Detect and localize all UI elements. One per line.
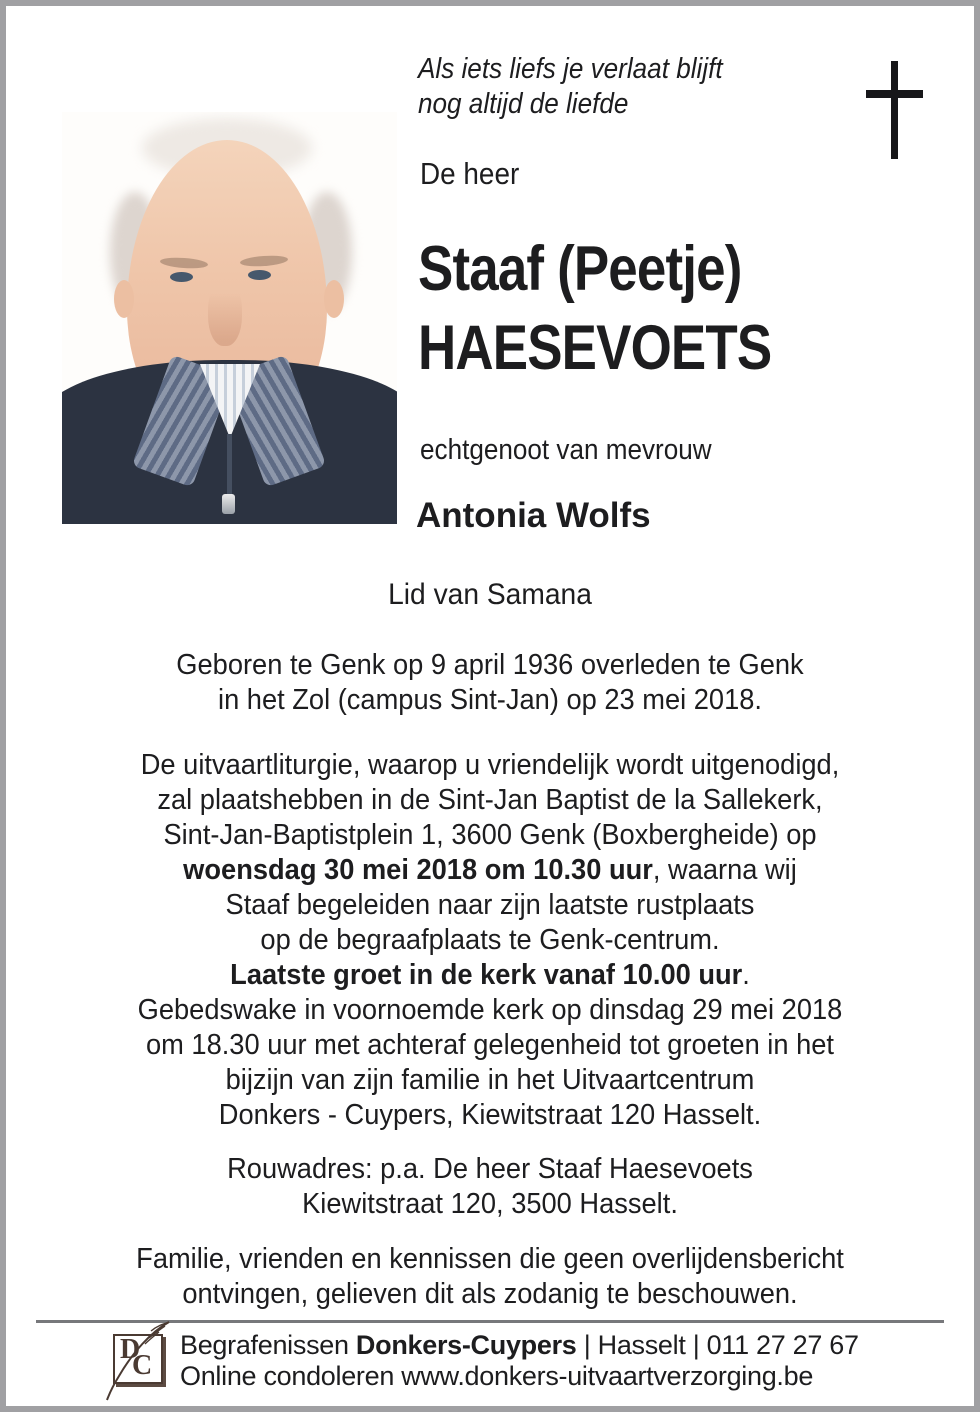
last-greeting-bold: Laatste groet in de kerk vanaf 10.00 uur (230, 959, 743, 991)
membership-line: Lid van Samana (388, 578, 592, 611)
portrait-ear-left (114, 280, 134, 318)
portrait-ear-right (324, 280, 344, 318)
paragraph-line: De uitvaartliturgie, waarop u vriendelijk wordt uitgenodigd, (140, 749, 840, 781)
company-name: Donkers-Cuypers (355, 1330, 577, 1360)
cross-icon (866, 61, 923, 159)
company-prefix: Begrafenissen (180, 1330, 356, 1360)
salutation: De heer (420, 156, 520, 191)
funeral-date-bold: woensdag 30 mei 2018 om 10.30 uur (183, 854, 653, 886)
memorial-quote (418, 52, 723, 122)
paragraph-line: Sint-Jan-Baptistplein 1, 3600 Genk (Boxbergheide) op (163, 819, 817, 851)
paragraph-line (35, 958, 945, 993)
paragraph-line: zal plaatshebben in de Sint-Jan Baptist de la Sallekerk, (157, 784, 823, 816)
portrait-photo (62, 112, 397, 524)
notice-paragraph (35, 1242, 945, 1312)
funeral-home-logo (113, 1334, 163, 1384)
logo-letter-c: C (132, 1350, 153, 1381)
deceased-name (418, 230, 771, 388)
paragraph-line: Familie, vrienden en kennissen die geen overlijdensbericht (136, 1243, 844, 1275)
memorial-quote-line: nog altijd de liefde (418, 88, 629, 120)
paragraph-line: Kiewitstraat 120, 3500 Hasselt. (302, 1188, 678, 1220)
funeral-paragraph (35, 748, 945, 1133)
cross-vertical-bar (891, 61, 898, 159)
company-contact: | Hasselt | 011 27 27 67 (576, 1330, 859, 1360)
birth-death-paragraph (35, 648, 945, 718)
paragraph-line: in het Zol (campus Sint-Jan) op 23 mei 2018. (218, 684, 762, 716)
portrait-eye-right (248, 270, 271, 280)
portrait-nose (208, 280, 242, 346)
condolence-link[interactable]: Online condoleren www.donkers-uitvaartverzorging.be (180, 1361, 814, 1391)
deceased-last-name: HAESEVOETS (418, 313, 772, 383)
paragraph-line: ontvingen, gelieven dit als zodanig te beschouwen. (182, 1278, 798, 1310)
memorial-quote-line: Als iets liefs je verlaat blijft (418, 53, 723, 85)
mourning-address-paragraph (35, 1152, 945, 1222)
paragraph-line: Rouwadres: p.a. De heer Staaf Haesevoets (227, 1153, 753, 1185)
paragraph-line: Staaf begeleiden naar zijn laatste rustplaats (225, 889, 755, 921)
portrait-eye-left (170, 272, 193, 282)
funeral-home-info (180, 1330, 859, 1392)
paragraph-line (35, 853, 945, 888)
funeral-home-line (180, 1330, 859, 1361)
cross-horizontal-bar (866, 90, 923, 98)
paragraph-line: Donkers - Cuypers, Kiewitstraat 120 Hasselt. (218, 1099, 762, 1131)
deceased-first-name: Staaf (Peetje) (418, 234, 742, 304)
portrait-zipper-pull (222, 494, 235, 514)
logo-letter-d: D (120, 1334, 141, 1365)
spouse-name: Antonia Wolfs (416, 496, 651, 535)
paragraph-line: Geboren te Genk op 9 april 1936 overleden te Genk (176, 649, 804, 681)
spouse-intro: echtgenoot van mevrouw (420, 434, 712, 466)
paragraph-line-rest: , waarna wij (652, 854, 797, 886)
paragraph-line: op de begraafplaats te Genk-centrum. (260, 924, 720, 956)
paragraph-line: Gebedswake in voornoemde kerk op dinsdag 29 mei 2018 (137, 994, 843, 1026)
paragraph-line-rest: . (742, 959, 750, 991)
paragraph-line: bijzijn van zijn familie in het Uitvaartcentrum (225, 1064, 755, 1096)
paragraph-line: om 18.30 uur met achteraf gelegenheid tot groeten in het (145, 1029, 835, 1061)
